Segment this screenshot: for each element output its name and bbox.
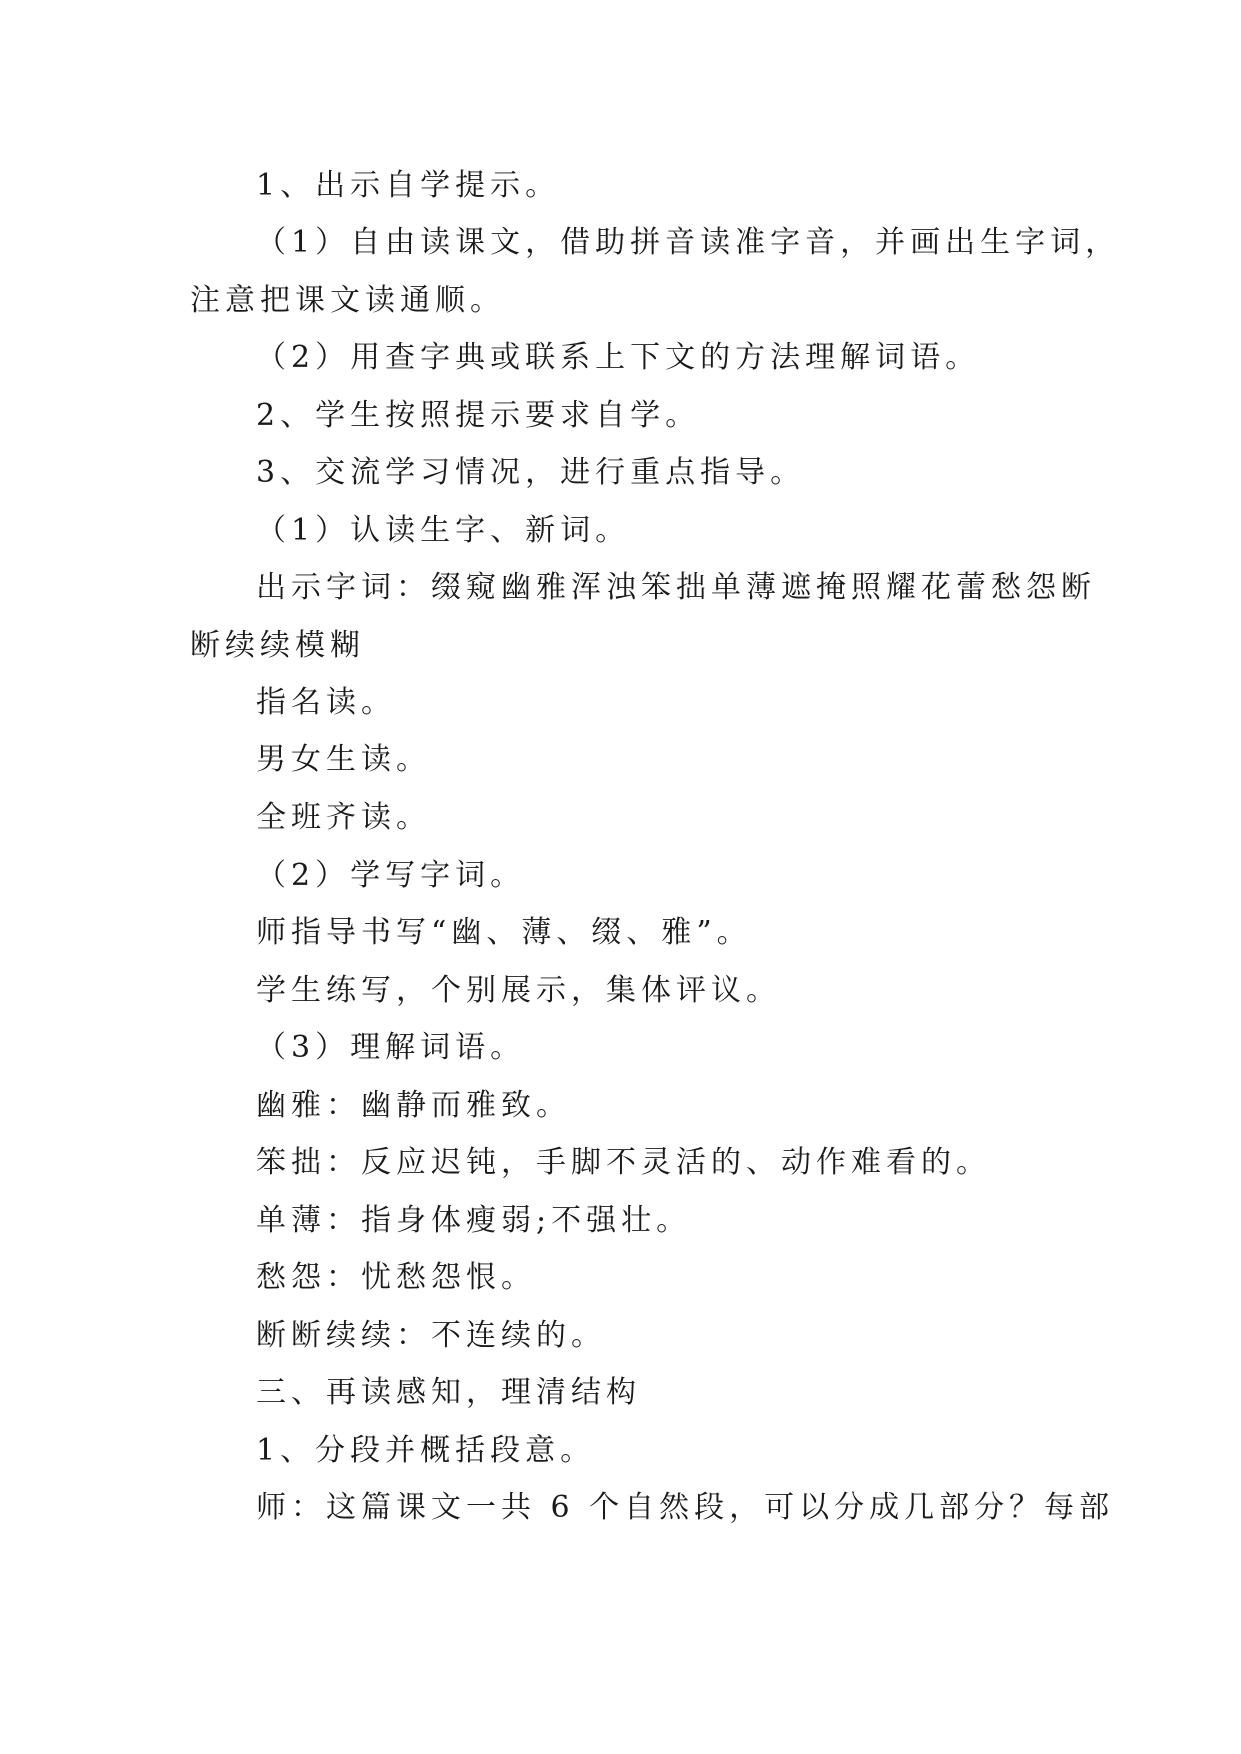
word-list-continued: 断续续模糊	[190, 628, 365, 663]
definition-chouyuan: 愁怨：忧愁怨恨。	[256, 1260, 536, 1295]
prompt-item-2: （2）用查字典或联系上下文的方法理解词语。	[256, 340, 981, 375]
definition-danbao: 单薄：指身体瘦弱;不强壮。	[256, 1203, 692, 1238]
writing-guidance: 师指导书写“幽、薄、缀、雅”。	[256, 915, 752, 950]
writing-practice: 学生练写，个别展示，集体评议。	[256, 973, 781, 1008]
prompt-item-1: （1）自由读课文，借助拼音读准字音，并画出生字词，	[256, 225, 1121, 260]
reading-activity-1: 指名读。	[256, 685, 396, 720]
definition-duanduanxuxu: 断断续续：不连续的。	[256, 1318, 606, 1353]
prompt-item-1-continued: 注意把课文读通顺。	[190, 283, 505, 318]
section-3-heading: 三、再读感知，理清结构	[256, 1375, 641, 1410]
step-3-heading: 3、交流学习情况，进行重点指导。	[256, 455, 806, 490]
reading-activity-3: 全班齐读。	[256, 800, 431, 835]
sub-step-3: （3）理解词语。	[256, 1030, 526, 1065]
section-3-step-1: 1、分段并概括段意。	[256, 1433, 596, 1468]
step-2-heading: 2、学生按照提示要求自学。	[256, 398, 701, 433]
reading-activity-2: 男女生读。	[256, 742, 431, 777]
sub-step-1: （1）认读生字、新词。	[256, 513, 631, 548]
word-list: 出示字词：缀窥幽雅浑浊笨拙单薄遮掩照耀花蕾愁怨断	[256, 570, 1096, 605]
teacher-question: 师：这篇课文一共 6 个自然段，可以分成几部分？每部	[256, 1490, 1115, 1525]
sub-step-2: （2）学写字词。	[256, 858, 526, 893]
definition-youya: 幽雅：幽静而雅致。	[256, 1088, 571, 1123]
step-1-heading: 1、出示自学提示。	[256, 168, 561, 203]
definition-benzhuo: 笨拙：反应迟钝，手脚不灵活的、动作难看的。	[256, 1145, 991, 1180]
